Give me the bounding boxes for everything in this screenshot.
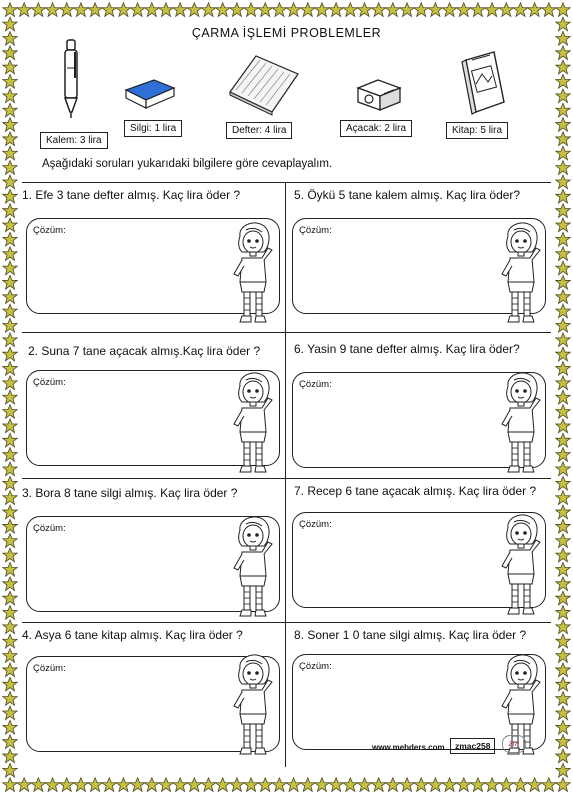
border-star-icon	[357, 778, 371, 792]
question-2: 2. Suna 7 tane açacak almış.Kaç lira öder ?	[28, 344, 261, 358]
item-label-eraser: Silgi: 1 lira	[124, 120, 182, 137]
border-star-icon	[17, 3, 31, 17]
border-star-icon	[3, 405, 17, 419]
border-star-icon	[556, 89, 570, 103]
border-star-icon	[556, 663, 570, 677]
border-star-icon	[556, 189, 570, 203]
item-notebook	[226, 52, 302, 116]
border-star-icon	[3, 763, 17, 777]
solution-label: Çözüm:	[33, 225, 66, 236]
border-star-icon	[457, 3, 471, 17]
border-star-icon	[3, 333, 17, 347]
girl-illustration-icon	[496, 218, 544, 330]
border-star-icon	[556, 46, 570, 60]
border-star-icon	[45, 778, 59, 792]
footer-logo: zm	[502, 735, 526, 753]
border-star-icon	[286, 3, 300, 17]
border-star-icon	[3, 132, 17, 146]
border-star-icon	[527, 778, 541, 792]
border-star-icon	[3, 46, 17, 60]
border-star-icon	[386, 778, 400, 792]
border-star-icon	[3, 649, 17, 663]
border-star-icon	[3, 3, 17, 17]
border-star-icon	[159, 778, 173, 792]
border-star-icon	[556, 247, 570, 261]
solution-label: Çözüm:	[299, 225, 332, 236]
border-star-icon	[315, 3, 329, 17]
border-star-icon	[102, 778, 116, 792]
border-star-icon	[3, 505, 17, 519]
border-star-icon	[258, 3, 272, 17]
border-star-icon	[187, 778, 201, 792]
border-star-icon	[414, 3, 428, 17]
girl-illustration-icon	[228, 218, 276, 330]
solution-label: Çözüm:	[33, 523, 66, 534]
border-star-icon	[3, 778, 17, 792]
border-star-icon	[3, 290, 17, 304]
question-4: 4. Asya 6 tane kitap almış. Kaç lira öder ?	[22, 628, 243, 642]
border-star-icon	[3, 706, 17, 720]
border-star-icon	[272, 778, 286, 792]
border-star-icon	[556, 448, 570, 462]
border-star-icon	[556, 405, 570, 419]
solution-label: Çözüm:	[299, 661, 332, 672]
border-star-icon	[513, 3, 527, 17]
border-star-icon	[400, 3, 414, 17]
border-star-icon	[201, 3, 215, 17]
border-star-icon	[542, 778, 556, 792]
border-star-icon	[3, 476, 17, 490]
border-star-icon	[74, 3, 88, 17]
border-star-icon	[3, 563, 17, 577]
border-star-icon	[3, 60, 17, 74]
border-star-icon	[556, 763, 570, 777]
border-star-icon	[556, 749, 570, 763]
border-star-icon	[3, 462, 17, 476]
border-star-icon	[556, 606, 570, 620]
border-star-icon	[556, 720, 570, 734]
border-star-icon	[3, 319, 17, 333]
border-star-icon	[116, 778, 130, 792]
border-star-icon	[428, 778, 442, 792]
border-star-icon	[116, 3, 130, 17]
border-star-icon	[17, 778, 31, 792]
border-star-icon	[3, 519, 17, 533]
border-star-icon	[556, 261, 570, 275]
border-star-icon	[3, 735, 17, 749]
border-star-icon	[556, 491, 570, 505]
border-star-icon	[301, 3, 315, 17]
border-star-icon	[499, 778, 513, 792]
border-star-icon	[3, 634, 17, 648]
border-star-icon	[556, 319, 570, 333]
border-star-icon	[145, 778, 159, 792]
border-star-icon	[428, 3, 442, 17]
border-star-icon	[556, 433, 570, 447]
item-label-sharpener: Açacak: 2 lira	[340, 120, 412, 137]
border-star-icon	[556, 778, 570, 792]
border-star-icon	[88, 778, 102, 792]
question-3: 3. Bora 8 tane silgi almış. Kaç lira öder ?	[22, 486, 238, 500]
border-star-icon	[3, 548, 17, 562]
border-star-icon	[556, 146, 570, 160]
border-star-icon	[556, 175, 570, 189]
border-star-icon	[556, 692, 570, 706]
divider-column	[285, 182, 286, 767]
border-star-icon	[3, 247, 17, 261]
girl-illustration-icon	[228, 512, 276, 624]
border-star-icon	[499, 3, 513, 17]
border-star-icon	[3, 118, 17, 132]
border-star-icon	[556, 519, 570, 533]
border-star-icon	[357, 3, 371, 17]
border-star-icon	[230, 778, 244, 792]
border-star-icon	[3, 448, 17, 462]
border-star-icon	[556, 232, 570, 246]
footer-code: zmac258	[450, 738, 495, 754]
border-star-icon	[3, 663, 17, 677]
question-6: 6. Yasin 9 tane defter almış. Kaç lira öder?	[294, 342, 520, 356]
border-star-icon	[3, 720, 17, 734]
border-star-icon	[3, 577, 17, 591]
border-star-icon	[258, 778, 272, 792]
worksheet	[22, 22, 551, 773]
border-star-icon	[556, 706, 570, 720]
border-star-icon	[556, 620, 570, 634]
border-star-icon	[329, 3, 343, 17]
border-star-icon	[3, 32, 17, 46]
border-star-icon	[3, 606, 17, 620]
border-star-icon	[3, 261, 17, 275]
border-star-icon	[3, 17, 17, 31]
border-star-icon	[173, 778, 187, 792]
border-star-icon	[556, 505, 570, 519]
border-star-icon	[31, 778, 45, 792]
border-star-icon	[301, 778, 315, 792]
border-star-icon	[471, 3, 485, 17]
border-star-icon	[102, 3, 116, 17]
border-star-icon	[556, 290, 570, 304]
border-star-icon	[485, 778, 499, 792]
border-star-icon	[74, 778, 88, 792]
border-star-icon	[556, 333, 570, 347]
border-star-icon	[3, 390, 17, 404]
item-label-pen: Kalem: 3 lira	[40, 132, 108, 149]
border-star-icon	[556, 563, 570, 577]
girl-illustration-icon	[228, 650, 276, 762]
border-star-icon	[556, 32, 570, 46]
border-star-icon	[471, 778, 485, 792]
border-star-icon	[556, 103, 570, 117]
border-star-icon	[556, 132, 570, 146]
solution-label: Çözüm:	[33, 377, 66, 388]
border-star-icon	[215, 3, 229, 17]
border-star-icon	[244, 778, 258, 792]
border-star-icon	[3, 591, 17, 605]
border-star-icon	[3, 534, 17, 548]
border-star-icon	[3, 75, 17, 89]
notebook-icon	[226, 52, 302, 116]
border-star-icon	[371, 778, 385, 792]
book-icon	[460, 50, 508, 116]
divider-row-1	[22, 332, 551, 333]
border-star-icon	[556, 204, 570, 218]
item-eraser	[120, 76, 180, 110]
border-star-icon	[130, 3, 144, 17]
border-star-icon	[3, 204, 17, 218]
border-star-icon	[556, 275, 570, 289]
border-star-icon	[556, 591, 570, 605]
border-star-icon	[556, 362, 570, 376]
border-star-icon	[286, 778, 300, 792]
border-star-icon	[3, 103, 17, 117]
border-star-icon	[3, 433, 17, 447]
question-5: 5. Öykü 5 tane kalem almış. Kaç lira öder?	[294, 188, 521, 202]
solution-label: Çözüm:	[299, 379, 332, 390]
border-star-icon	[3, 175, 17, 189]
page-title: ÇARMA İŞLEMİ PROBLEMLER	[191, 26, 382, 40]
border-star-icon	[400, 778, 414, 792]
item-book	[460, 50, 508, 116]
border-star-icon	[315, 778, 329, 792]
border-star-icon	[527, 3, 541, 17]
border-star-icon	[556, 390, 570, 404]
border-star-icon	[556, 548, 570, 562]
border-star-icon	[386, 3, 400, 17]
border-star-icon	[201, 778, 215, 792]
divider-top	[22, 182, 551, 183]
border-star-icon	[3, 189, 17, 203]
border-star-icon	[31, 3, 45, 17]
item-sharpener	[354, 74, 404, 114]
border-star-icon	[145, 3, 159, 17]
sharpener-icon	[354, 74, 404, 114]
border-star-icon	[3, 89, 17, 103]
border-star-icon	[3, 146, 17, 160]
divider-row-2	[22, 478, 551, 479]
border-star-icon	[556, 534, 570, 548]
border-star-icon	[88, 3, 102, 17]
item-pen	[56, 38, 86, 120]
border-star-icon	[442, 778, 456, 792]
border-star-icon	[45, 3, 59, 17]
border-star-icon	[3, 304, 17, 318]
border-star-icon	[230, 3, 244, 17]
question-7: 7. Recep 6 tane açacak almış. Kaç lira öder ?	[294, 484, 537, 498]
border-star-icon	[556, 75, 570, 89]
pen-icon	[56, 38, 86, 120]
border-star-icon	[3, 161, 17, 175]
border-star-icon	[371, 3, 385, 17]
border-star-icon	[556, 376, 570, 390]
girl-illustration-icon	[496, 368, 544, 480]
border-star-icon	[556, 649, 570, 663]
border-star-icon	[187, 3, 201, 17]
border-star-icon	[556, 677, 570, 691]
border-star-icon	[556, 60, 570, 74]
border-star-icon	[3, 419, 17, 433]
border-star-icon	[556, 577, 570, 591]
instructions: Aşağıdaki soruları yukarıdaki bilgilere göre cevaplayalım.	[42, 158, 333, 170]
border-star-icon	[556, 218, 570, 232]
border-star-icon	[3, 491, 17, 505]
item-label-book: Kitap: 5 lira	[446, 122, 508, 139]
border-star-icon	[343, 778, 357, 792]
border-star-icon	[442, 3, 456, 17]
border-star-icon	[513, 778, 527, 792]
border-star-icon	[414, 778, 428, 792]
border-star-icon	[272, 3, 286, 17]
footer-url[interactable]: www.mebders.com	[372, 743, 445, 752]
border-star-icon	[3, 677, 17, 691]
divider-row-3	[22, 622, 551, 623]
border-star-icon	[173, 3, 187, 17]
border-star-icon	[556, 462, 570, 476]
border-star-icon	[3, 376, 17, 390]
border-star-icon	[542, 3, 556, 17]
border-star-icon	[3, 362, 17, 376]
border-star-icon	[556, 304, 570, 318]
border-star-icon	[556, 161, 570, 175]
border-star-icon	[60, 778, 74, 792]
question-1: 1. Efe 3 tane defter almış. Kaç lira öder ?	[22, 188, 241, 202]
border-star-icon	[130, 778, 144, 792]
border-star-icon	[3, 232, 17, 246]
girl-illustration-icon	[228, 368, 276, 480]
border-star-icon	[329, 778, 343, 792]
border-star-icon	[556, 419, 570, 433]
border-star-icon	[3, 347, 17, 361]
border-star-icon	[556, 3, 570, 17]
eraser-icon	[120, 76, 180, 110]
border-star-icon	[60, 3, 74, 17]
girl-illustration-icon	[496, 510, 544, 622]
border-star-icon	[215, 778, 229, 792]
border-star-icon	[3, 749, 17, 763]
border-star-icon	[244, 3, 258, 17]
border-star-icon	[556, 735, 570, 749]
border-star-icon	[457, 778, 471, 792]
border-star-icon	[3, 218, 17, 232]
border-star-icon	[3, 275, 17, 289]
item-label-notebook: Defter: 4 lira	[226, 122, 292, 139]
border-star-icon	[556, 118, 570, 132]
border-star-icon	[556, 347, 570, 361]
solution-label: Çözüm:	[299, 519, 332, 530]
border-star-icon	[556, 476, 570, 490]
border-star-icon	[556, 634, 570, 648]
border-star-icon	[3, 620, 17, 634]
border-star-icon	[485, 3, 499, 17]
border-star-icon	[3, 692, 17, 706]
question-8: 8. Soner 1 0 tane silgi almış. Kaç lira öder ?	[294, 628, 527, 642]
border-star-icon	[159, 3, 173, 17]
solution-label: Çözüm:	[33, 663, 66, 674]
border-star-icon	[343, 3, 357, 17]
border-star-icon	[556, 17, 570, 31]
